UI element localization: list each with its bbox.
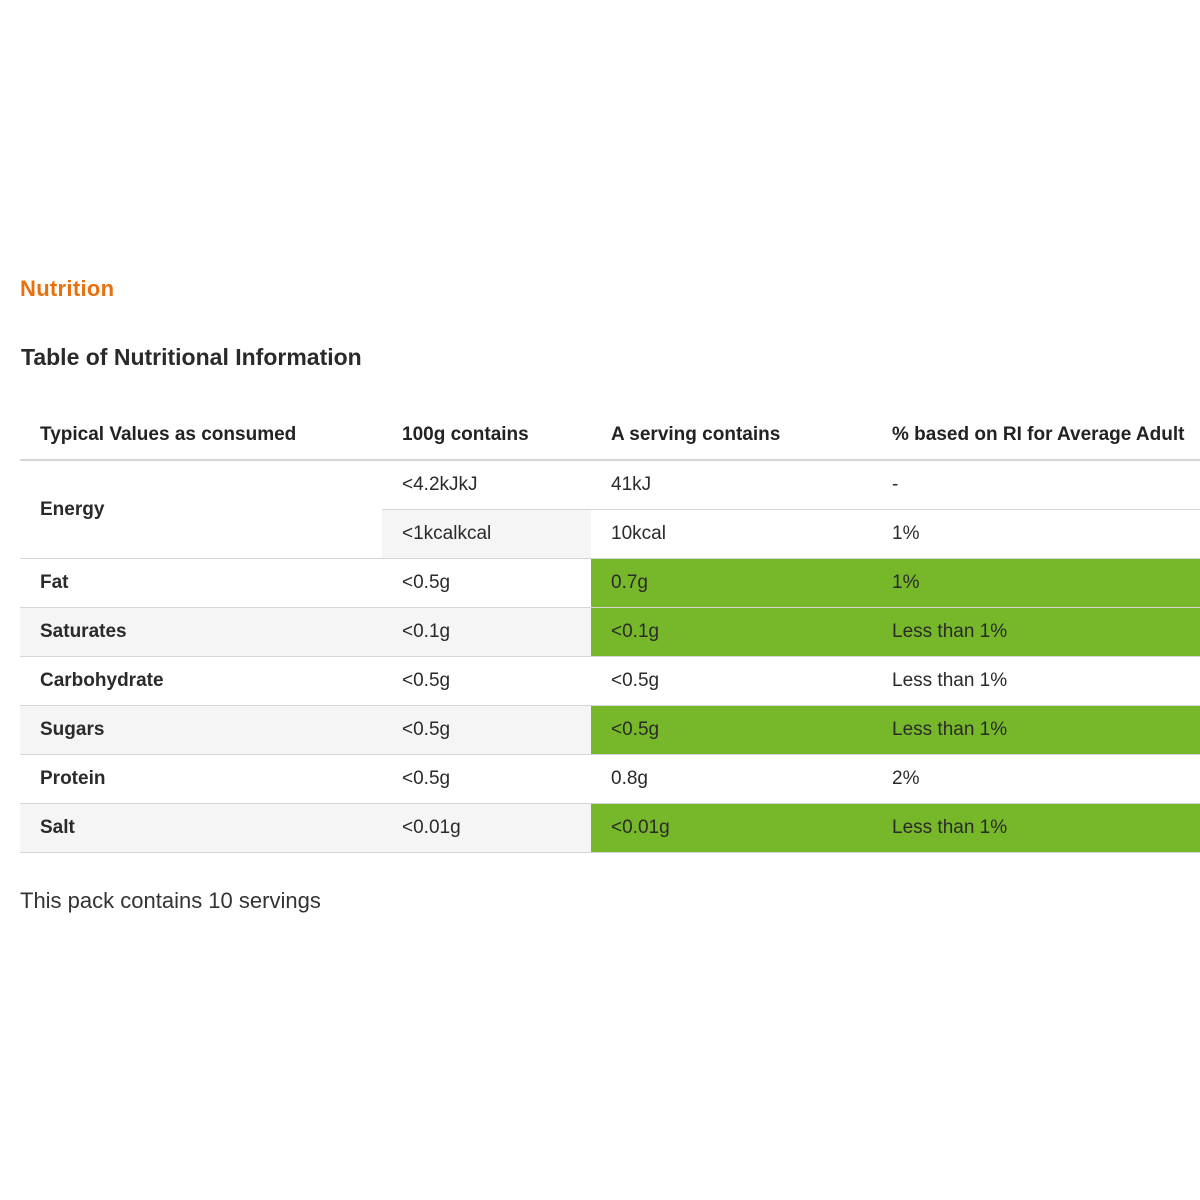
- cell-sugars-serving: <0.5g: [591, 706, 852, 755]
- servings-note: This pack contains 10 servings: [20, 888, 321, 913]
- cell-carbohydrate-ri: Less than 1%: [852, 657, 1200, 706]
- cell-carbohydrate-serving: <0.5g: [591, 657, 852, 706]
- column-header-per-100g: 100g contains: [382, 410, 591, 460]
- table-header-row: [20, 410, 1200, 460]
- nutrition-table: [20, 410, 1200, 853]
- cell-energy-kcal-ri: 1%: [852, 510, 1200, 559]
- cell-sugars-ri: Less than 1%: [852, 706, 1200, 755]
- row-name-carbohydrate: Carbohydrate: [20, 657, 382, 706]
- table-row-fat: [20, 559, 1200, 608]
- section-title: Nutrition: [20, 276, 115, 301]
- table-row-saturates: [20, 608, 1200, 657]
- cell-sugars-per100g: <0.5g: [382, 706, 591, 755]
- cell-energy-kcal-serving: 10kcal: [591, 510, 852, 559]
- cell-energy-kj-serving: 41kJ: [591, 460, 852, 510]
- column-header-typical-values: Typical Values as consumed: [20, 410, 382, 460]
- cell-salt-serving: <0.01g: [591, 804, 852, 853]
- row-name-saturates: Saturates: [20, 608, 382, 657]
- cell-saturates-serving: <0.1g: [591, 608, 852, 657]
- row-name-energy: Energy: [20, 460, 382, 559]
- cell-saturates-per100g: <0.1g: [382, 608, 591, 657]
- cell-carbohydrate-per100g: <0.5g: [382, 657, 591, 706]
- table-row-energy-kj: [20, 460, 1200, 510]
- cell-energy-kj-ri: -: [852, 460, 1200, 510]
- table-title: Table of Nutritional Information: [21, 344, 362, 370]
- table-row-sugars: [20, 706, 1200, 755]
- cell-protein-per100g: <0.5g: [382, 755, 591, 804]
- cell-saturates-ri: Less than 1%: [852, 608, 1200, 657]
- cell-protein-serving: 0.8g: [591, 755, 852, 804]
- row-name-fat: Fat: [20, 559, 382, 608]
- cell-energy-kj-per100g: <4.2kJkJ: [382, 460, 591, 510]
- cell-salt-ri: Less than 1%: [852, 804, 1200, 853]
- cell-energy-kcal-per100g: <1kcalkcal: [382, 510, 591, 559]
- table-row-carbohydrate: [20, 657, 1200, 706]
- row-name-salt: Salt: [20, 804, 382, 853]
- column-header-per-serving: A serving contains: [591, 410, 852, 460]
- table-row-protein: [20, 755, 1200, 804]
- row-name-sugars: Sugars: [20, 706, 382, 755]
- cell-fat-serving: 0.7g: [591, 559, 852, 608]
- cell-protein-ri: 2%: [852, 755, 1200, 804]
- table-row-salt: [20, 804, 1200, 853]
- cell-salt-per100g: <0.01g: [382, 804, 591, 853]
- row-name-protein: Protein: [20, 755, 382, 804]
- cell-fat-ri: 1%: [852, 559, 1200, 608]
- column-header-ri-percent: % based on RI for Average Adult: [852, 410, 1200, 460]
- cell-fat-per100g: <0.5g: [382, 559, 591, 608]
